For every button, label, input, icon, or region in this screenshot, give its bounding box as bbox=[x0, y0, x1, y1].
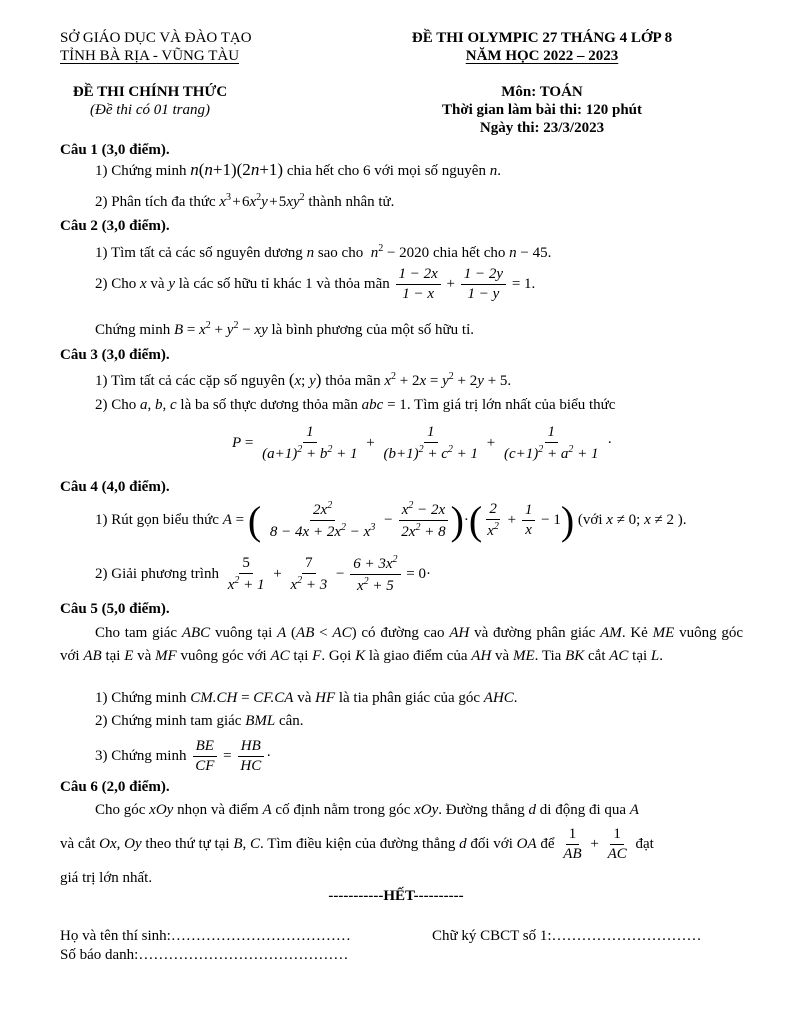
question-4-part-2: 2) Giải phương trình $\frac{5}{x^2 + 1}$ + $\frac{7}{x^2 + 3}$ − $\frac{6 + 3x^2}{x^2 + 5}$ = 0· bbox=[95, 554, 432, 595]
question-1-part-1: 1) Chứng minh n(n+1)(2n+1) chia hết cho 6 với mọi số nguyên n. bbox=[95, 160, 501, 179]
question-6-line-1: Cho góc xOy nhọn và điểm A cố định nằm trong góc xOy. Đường thẳng d di động đi qua A bbox=[95, 802, 639, 818]
duration: Thời gian làm bài thi: 120 phút bbox=[441, 102, 643, 118]
end-marker: -----------HẾT---------- bbox=[328, 888, 464, 904]
question-1-part-2: 2) Phân tích đa thức $x^3$ + $6x^2y$ + $5xy^2$ thành nhân tử. bbox=[95, 192, 395, 210]
proctor-signature-line: Chữ ký CBCT số 1:………………………… bbox=[432, 928, 702, 944]
question-5-part-3: 3) Chứng minh $\frac{BE}{CF}$ = $\frac{HB}{HC}$ · bbox=[95, 738, 272, 775]
exam-date: Ngày thi: 23/3/2023 bbox=[479, 120, 605, 136]
exam-title: ĐỀ THI OLYMPIC 27 THÁNG 4 LỚP 8 bbox=[411, 30, 673, 46]
question-3-part-2: 2) Cho a, b, c là ba số thực dương thỏa mãn abc = 1. Tìm giá trị lớn nhất của biểu thức bbox=[95, 397, 616, 413]
question-3-expression-p: P = $\frac{1}{(a+1)^2 + b^2 + 1}$ + $\frac{1}{(b+1)^2 + c^2 + 1}$ + $\frac{1}{(c+1)^2 + a^2 + 1}$ · bbox=[232, 424, 613, 463]
school-year: NĂM HỌC 2022 – 2023 bbox=[465, 48, 619, 64]
province-name: TỈNH BÀ RỊA - VŨNG TÀU bbox=[60, 48, 240, 64]
candidate-name-line: Họ và tên thí sinh:……………………………… bbox=[60, 928, 351, 944]
subject: Môn: TOÁN bbox=[501, 84, 583, 100]
question-6-line-2: và cắt Ox, Oy theo thứ tự tại B, C. Tìm điều kiện của đường thẳng d đối với OA để $\frac{1}{AB}$ + $\frac{1}{AC}$ đạt bbox=[60, 826, 654, 863]
question-4-part-1: 1) Rút gọn biểu thức A = ( $\frac{2x^2}{8 - 4x + 2x^2 - x^3}$ − $\frac{x^2 - 2x}{2x^2 + 8}$ )·( $\frac{2}{x^2}$ + $\frac{1}{x}$ − 1) (với x ≠ 0; x ≠ 2 ). bbox=[95, 497, 687, 543]
candidate-id-line: Số báo danh:…………………………………… bbox=[60, 947, 349, 963]
question-6-line-3: giá trị lớn nhất. bbox=[60, 870, 153, 886]
question-3-title: Câu 3 (3,0 điểm). bbox=[60, 347, 170, 363]
question-2-part-3: Chứng minh $B = x^2 + y^2$ − xy là bình phương của một số hữu tỉ. bbox=[95, 320, 474, 338]
question-2-part-2: 2) Cho x và y là các số hữu tỉ khác 1 và thỏa mãn $\frac{1 - 2x}{1 - x}$ + $\frac{1 - 2y}{1 - y}$ = 1. bbox=[95, 266, 536, 303]
pages-note: (Đề thi có 01 trang) bbox=[90, 102, 210, 118]
official-label: ĐỀ THI CHÍNH THỨC bbox=[72, 84, 228, 100]
question-6-title: Câu 6 (2,0 điểm). bbox=[60, 779, 170, 795]
question-3-part-1: 1) Tìm tất cả các cặp số nguyên (x; y) thỏa mãn $x^2 + 2x = y^2 + 2y + 5$. bbox=[95, 370, 512, 389]
question-4-title: Câu 4 (4,0 điểm). bbox=[60, 479, 170, 495]
question-5-title: Câu 5 (5,0 điểm). bbox=[60, 601, 170, 617]
question-5-part-2: 2) Chứng minh tam giác BML cân. bbox=[95, 713, 304, 729]
department-name: SỞ GIÁO DỤC VÀ ĐÀO TẠO bbox=[60, 30, 252, 46]
question-1-title: Câu 1 (3,0 điểm). bbox=[60, 142, 170, 158]
question-2-part-1: 1) Tìm tất cả các số nguyên dương n sao cho $n^2 - 2020$ chia hết cho n − 45. bbox=[95, 243, 552, 261]
question-5-intro: Cho tam giác ABC vuông tại A (AB < AC) có đường cao AH và đường phân giác AM. Kẻ ME vuông góc với AB tại E và MF vuông góc với AC tại F. Gọi K là giao điểm của AH và ME. Tia BK cắt AC tại L. bbox=[60, 625, 744, 664]
question-5-part-1: 1) Chứng minh CM.CH = CF.CA và HF là tia phân giác của góc AHC. bbox=[95, 690, 518, 706]
question-2-title: Câu 2 (3,0 điểm). bbox=[60, 218, 170, 234]
